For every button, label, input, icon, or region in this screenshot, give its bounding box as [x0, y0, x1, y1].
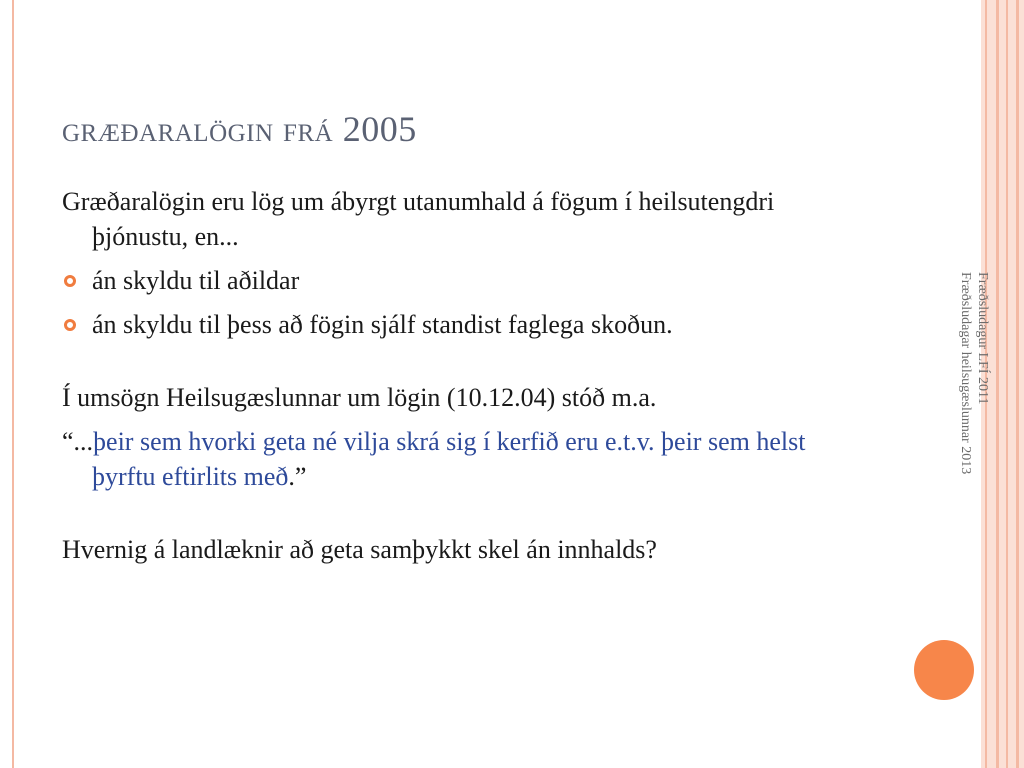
- bullet-item: [62, 307, 862, 342]
- umsogn-paragraph: Í umsögn Heilsugæslunnar um lögin (10.12.04) stóð m.a.: [62, 383, 657, 412]
- intro-paragraph: Græðaralögin eru lög um ábyrgt utanumhald á fögum í heilsutengdri þjónustu, en...: [62, 187, 775, 251]
- bullet-circle-icon: [64, 319, 76, 331]
- sidebar-footer-text: [951, 272, 991, 572]
- sidebar-line-2: Fræðsludagar heilsugæslunnar 2013: [958, 272, 973, 475]
- left-border-line: [12, 0, 14, 768]
- title-year: 2005: [342, 109, 417, 149]
- sidebar-line-1: Fræðsludagur LFÍ 2011: [975, 272, 990, 405]
- quote-open: “...: [62, 427, 94, 456]
- orange-circle-decoration: [914, 640, 974, 700]
- right-stripe: [1016, 0, 1019, 768]
- quote-close: .”: [288, 462, 307, 491]
- bullet-item: [62, 263, 862, 298]
- bullet-text: án skyldu til aðildar: [92, 266, 300, 295]
- question-paragraph: Hvernig á landlæknir að geta samþykkt skel án innhalds?: [62, 535, 657, 564]
- slide-title: [62, 108, 922, 150]
- quote-paragraph: [62, 424, 862, 494]
- right-stripe: [1006, 0, 1008, 768]
- right-stripe: [996, 0, 999, 768]
- bullet-circle-icon: [64, 275, 76, 287]
- quote-text: þeir sem hvorki geta né vilja skrá sig í kerfið eru e.t.v. þeir sem helst þyrftu eftirlits með: [92, 427, 806, 491]
- bullet-text: án skyldu til þess að fögin sjálf standist faglega skoðun.: [92, 310, 673, 339]
- slide-body: [62, 184, 862, 567]
- title-text: græðaralögin frá: [62, 109, 334, 149]
